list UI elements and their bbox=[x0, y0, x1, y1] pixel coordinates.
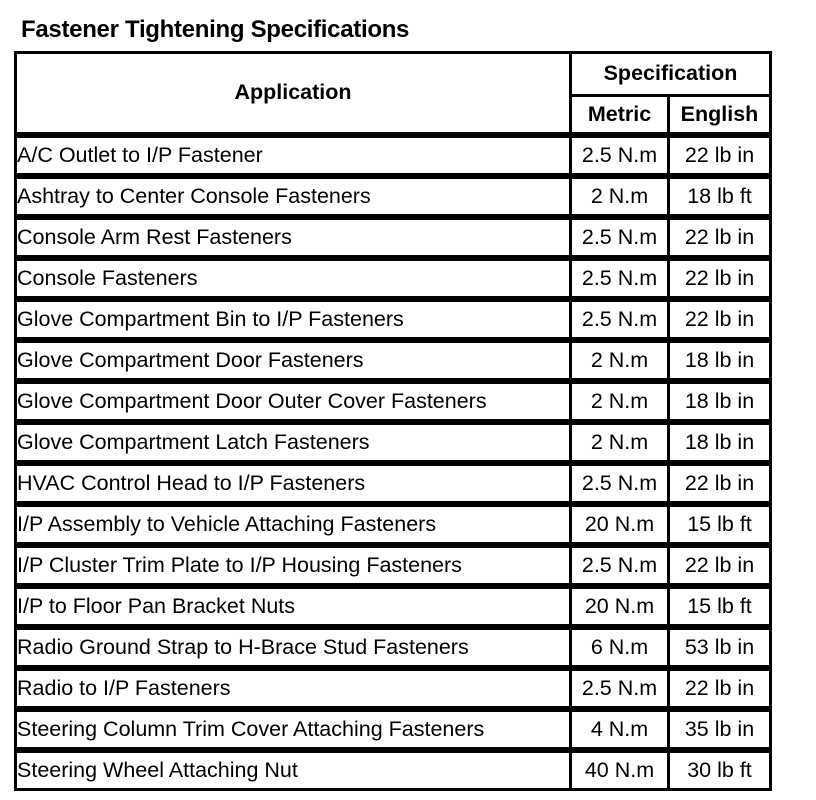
table-header bbox=[17, 54, 769, 138]
metric-cell: 2 N.m bbox=[572, 179, 670, 220]
table-row bbox=[17, 507, 769, 548]
application-cell: A/C Outlet to I/P Fastener bbox=[17, 138, 572, 179]
table-row bbox=[17, 425, 769, 466]
application-cell: Console Arm Rest Fasteners bbox=[17, 220, 572, 261]
application-cell: I/P Assembly to Vehicle Attaching Fasteners bbox=[17, 507, 572, 548]
english-cell: 22 lb in bbox=[670, 466, 769, 507]
application-cell: Glove Compartment Bin to I/P Fasteners bbox=[17, 302, 572, 343]
metric-cell: 6 N.m bbox=[572, 630, 670, 671]
application-cell: Ashtray to Center Console Fasteners bbox=[17, 179, 572, 220]
table-row bbox=[17, 589, 769, 630]
application-cell: Glove Compartment Latch Fasteners bbox=[17, 425, 572, 466]
english-cell: 22 lb in bbox=[670, 220, 769, 261]
table-row bbox=[17, 753, 769, 788]
table-row bbox=[17, 712, 769, 753]
page-title: Fastener Tightening Specifications bbox=[21, 16, 410, 43]
metric-cell: 2 N.m bbox=[572, 425, 670, 466]
metric-cell: 2.5 N.m bbox=[572, 671, 670, 712]
table-row bbox=[17, 302, 769, 343]
table-row bbox=[17, 343, 769, 384]
application-header: Application bbox=[17, 54, 572, 138]
metric-cell: 40 N.m bbox=[572, 753, 670, 788]
english-cell: 22 lb in bbox=[670, 261, 769, 302]
table-row bbox=[17, 220, 769, 261]
metric-cell: 2.5 N.m bbox=[572, 261, 670, 302]
application-cell: Steering Wheel Attaching Nut bbox=[17, 753, 572, 788]
table-row bbox=[17, 179, 769, 220]
english-cell: 15 lb ft bbox=[670, 589, 769, 630]
metric-cell: 20 N.m bbox=[572, 589, 670, 630]
table-row bbox=[17, 138, 769, 179]
english-cell: 18 lb in bbox=[670, 425, 769, 466]
table-row bbox=[17, 630, 769, 671]
metric-cell: 2.5 N.m bbox=[572, 138, 670, 179]
metric-cell: 2.5 N.m bbox=[572, 548, 670, 589]
metric-cell: 2 N.m bbox=[572, 343, 670, 384]
application-cell: Steering Column Trim Cover Attaching Fasteners bbox=[17, 712, 572, 753]
metric-cell: 20 N.m bbox=[572, 507, 670, 548]
application-cell: Radio to I/P Fasteners bbox=[17, 671, 572, 712]
metric-cell: 2.5 N.m bbox=[572, 220, 670, 261]
application-cell: Radio Ground Strap to H-Brace Stud Fasteners bbox=[17, 630, 572, 671]
metric-cell: 2.5 N.m bbox=[572, 466, 670, 507]
english-cell: 18 lb in bbox=[670, 343, 769, 384]
english-cell: 53 lb in bbox=[670, 630, 769, 671]
table-row bbox=[17, 548, 769, 589]
english-cell: 35 lb in bbox=[670, 712, 769, 753]
table-row bbox=[17, 671, 769, 712]
application-cell: Glove Compartment Door Outer Cover Fasteners bbox=[17, 384, 572, 425]
spec-table bbox=[14, 51, 772, 791]
table-row bbox=[17, 261, 769, 302]
english-cell: 22 lb in bbox=[670, 671, 769, 712]
english-cell: 22 lb in bbox=[670, 302, 769, 343]
application-cell: I/P Cluster Trim Plate to I/P Housing Fasteners bbox=[17, 548, 572, 589]
application-cell: I/P to Floor Pan Bracket Nuts bbox=[17, 589, 572, 630]
english-cell: 15 lb ft bbox=[670, 507, 769, 548]
metric-cell: 2.5 N.m bbox=[572, 302, 670, 343]
table-body bbox=[17, 138, 769, 788]
application-cell: Glove Compartment Door Fasteners bbox=[17, 343, 572, 384]
specification-header: Specification bbox=[572, 54, 769, 97]
metric-header: Metric bbox=[572, 97, 670, 138]
table-row bbox=[17, 384, 769, 425]
table-row bbox=[17, 466, 769, 507]
english-cell: 22 lb in bbox=[670, 548, 769, 589]
english-cell: 22 lb in bbox=[670, 138, 769, 179]
metric-cell: 4 N.m bbox=[572, 712, 670, 753]
application-cell: HVAC Control Head to I/P Fasteners bbox=[17, 466, 572, 507]
english-cell: 30 lb ft bbox=[687, 757, 752, 782]
english-cell: 18 lb in bbox=[670, 384, 769, 425]
english-cell: 18 lb ft bbox=[670, 179, 769, 220]
metric-cell: 2 N.m bbox=[572, 384, 670, 425]
english-header: English bbox=[670, 97, 769, 138]
application-cell: Console Fasteners bbox=[17, 261, 572, 302]
